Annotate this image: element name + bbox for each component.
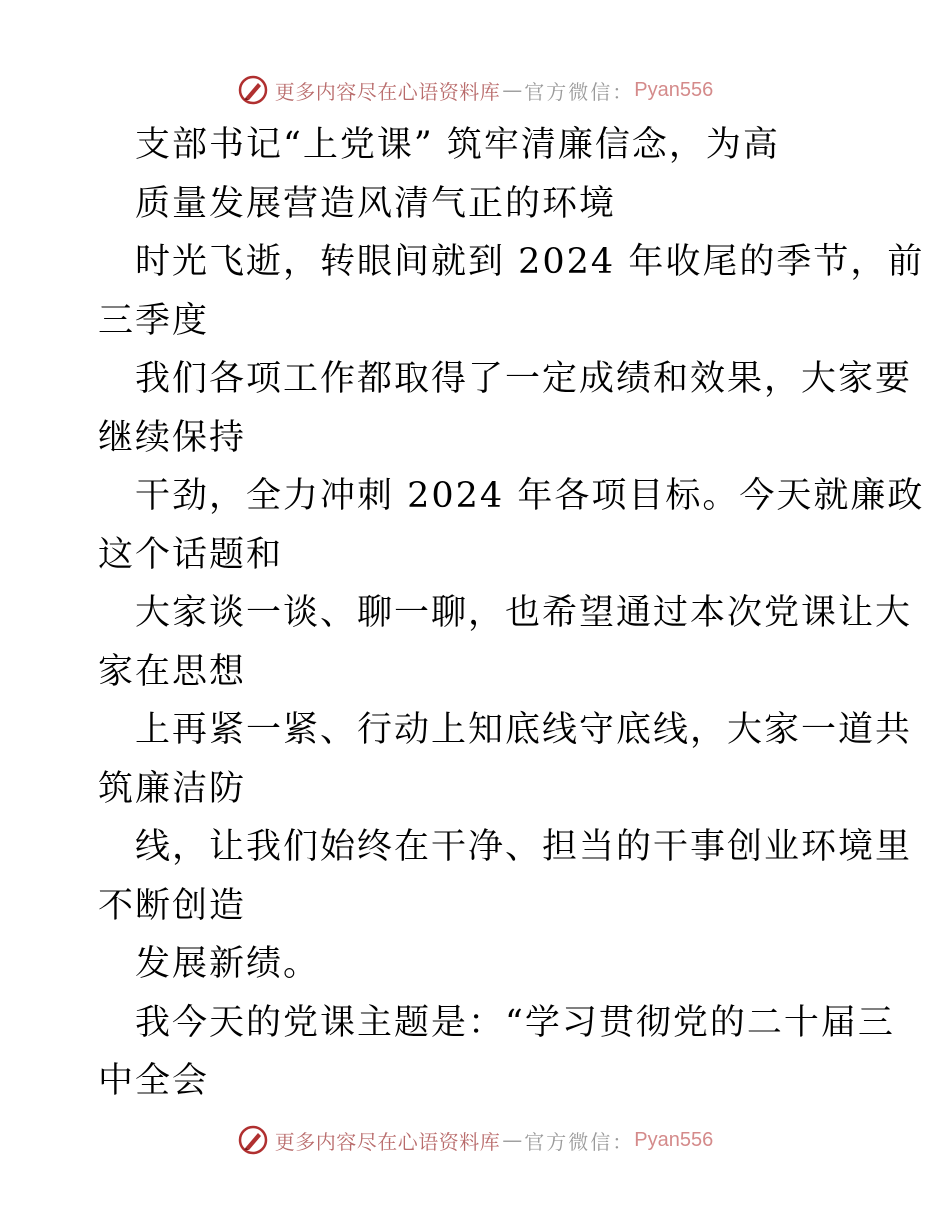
banner-slogan: 更多内容尽在心语资料库 — [274, 79, 501, 104]
doc-line-8: 这个话题和 — [98, 534, 284, 575]
doc-line-11: 上再紧一紧、行动上知底线守底线，大家一道共 — [135, 710, 913, 750]
doc-line-10: 家在思想 — [98, 651, 247, 692]
footer-watermark-banner — [0, 1120, 950, 1160]
doc-line-9: 大家谈一谈、聊一聊，也希望通过本次党课让大 — [135, 593, 913, 633]
pen-logo-icon — [237, 74, 269, 106]
doc-line-2: 质量发展营造风清气正的环境 — [135, 183, 617, 224]
doc-line-12: 筑廉洁防 — [98, 768, 247, 809]
banner-wechat-label: 官方微信： — [524, 79, 635, 104]
doc-line-5: 我们各项工作都取得了一定成绩和效果，大家要 — [135, 359, 913, 399]
document-body — [98, 116, 925, 1111]
doc-line-3: 时光飞逝，转眼间就到 2024 年收尾的季节，前 — [135, 242, 925, 282]
doc-line-7: 干劲，全力冲刺 2024 年各项目标。今天就廉政 — [135, 476, 925, 516]
doc-line-4: 三季度 — [98, 300, 210, 341]
doc-line-17: 中全会 — [98, 1061, 210, 1101]
doc-line-13: 线，让我们始终在干净、担当的干事创业环境里 — [135, 827, 913, 867]
doc-line-1: 支部书记“上党课” 筑牢清廉信念，为高 — [135, 125, 780, 165]
doc-line-14: 不断创造 — [98, 885, 247, 926]
header-watermark-banner — [0, 70, 950, 110]
banner-separator: — — [502, 1128, 523, 1152]
banner-wechat-account: Pyan556 — [634, 78, 714, 101]
banner-wechat-label: 官方微信： — [524, 1129, 635, 1154]
doc-line-15: 发展新绩。 — [135, 944, 321, 984]
pen-logo-icon — [237, 1124, 269, 1156]
banner-slogan: 更多内容尽在心语资料库 — [274, 1129, 501, 1154]
doc-line-16: 我今天的党课主题是：“学习贯彻党的二十届三 — [135, 1002, 895, 1043]
banner-separator: — — [502, 78, 523, 102]
doc-line-6: 继续保持 — [98, 417, 247, 458]
banner-wechat-account: Pyan556 — [634, 1128, 714, 1151]
